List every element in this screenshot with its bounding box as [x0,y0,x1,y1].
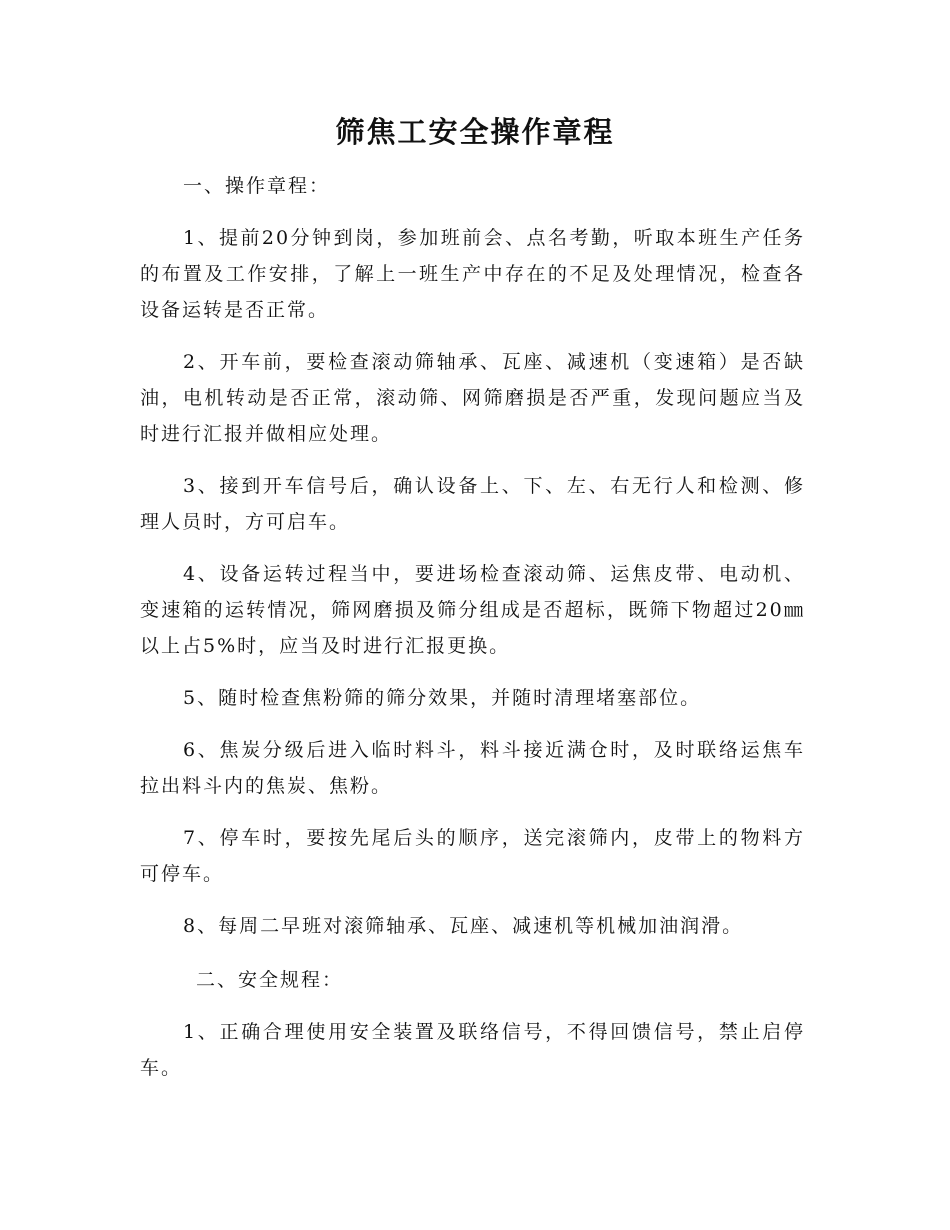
paragraph: 3、接到开车信号后，确认设备上、下、左、右无行人和检测、修理人员时，方可启车。 [140,475,805,533]
document-body [140,168,805,1102]
paragraph: 8、每周二早班对滚筛轴承、瓦座、减速机等机械加油润滑。 [183,915,744,937]
section-operation-rules [140,168,805,944]
document-title: 筛焦工安全操作章程 [335,115,615,149]
paragraph: 1、提前20分钟到岗，参加班前会、点名考勤，听取本班生产任务的布置及工作安排，了解上一班生产中存在的不足及处理情况，检查各设备运转是否正常。 [140,227,805,321]
paragraph: 7、停车时，要按先尾后头的顺序，送完滚筛内，皮带上的物料方可停车。 [140,827,805,885]
section-safety-rules [140,962,805,1086]
paragraph: 6、焦炭分级后进入临时料斗，料斗接近满仓时，及时联络运焦车拉出料斗内的焦炭、焦粉。 [140,739,805,797]
paragraph: 2、开车前，要检查滚动筛轴承、瓦座、减速机（变速箱）是否缺油，电机转动是否正常，滚动筛、网筛磨损是否严重，发现问题应当及时进行汇报并做相应处理。 [140,351,805,445]
paragraph: 5、随时检查焦粉筛的筛分效果，并随时清理堵塞部位。 [183,687,702,709]
section-heading: 一、操作章程： [183,175,331,197]
section-heading: 二、安全规程： [196,969,344,991]
paragraph: 4、设备运转过程当中，要进场检查滚动筛、运焦皮带、电动机、变速箱的运转情况，筛网磨损及筛分组成是否超标，既筛下物超过20㎜以上占5%时，应当及时进行汇报更换。 [140,563,805,657]
paragraph: 1、正确合理使用安全装置及联络信号，不得回馈信号，禁止启停车。 [140,1021,805,1079]
